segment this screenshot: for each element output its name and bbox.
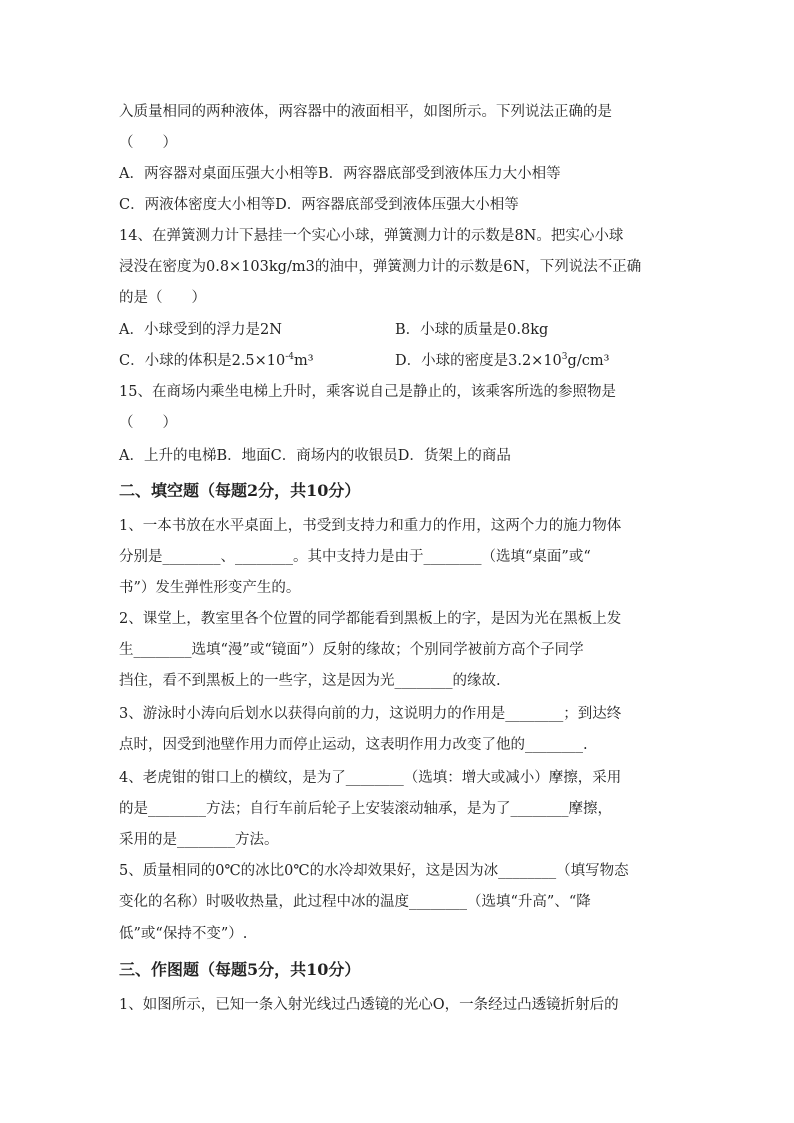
s2-line: 采用的是________方法。 [119,832,279,848]
q13-stem-line1: 入质量相同的两种液体，两容器中的液面相平，如图所示。下列说法正确的是 [119,104,612,120]
s2-line: 2、课堂上，教室里各个位置的同学都能看到黑板上的字，是因为光在黑板上发 [119,611,622,627]
q14-option-c-unit: m³ [294,353,314,369]
q14-option-d [395,351,609,371]
q14-stem-line1: 14、在弹簧测力计下悬挂一个实心小球，弹簧测力计的示数是8N。把实心小球 [119,228,624,244]
q14-option-d-text: D．小球的密度是3.2×10 [395,353,562,369]
q14-option-b: B．小球的质量是0.8kg [395,322,549,338]
q14-option-c-exponent: -4 [285,352,295,363]
s2-line: 挡住，看不到黑板上的一些字，这是因为光________的缘故. [119,673,501,689]
s2-line: 生________选填“漫”或“镜面”）反射的缘故；个别同学被前方高个子同学 [119,642,584,658]
s2-line: 1、一本书放在水平桌面上，书受到支持力和重力的作用，这两个力的施力物体 [119,518,622,534]
q14-stem-line3: 的是（ ） [119,290,206,306]
q14-option-c-text: C．小球的体积是2.5×10 [119,353,286,369]
q15-stem-line1: 15、在商场内乘坐电梯上升时，乘客说自己是静止的，该乘客所选的参照物是 [119,384,616,400]
section-3-title: 三、作图题（每题5分，共10分） [119,960,361,979]
q15-stem-line2: （ ） [119,415,177,431]
q13-options-cd: C．两液体密度大小相等D．两容器底部受到液体压强大小相等 [119,197,519,213]
s2-line: 变化的名称）时吸收热量，此过程中冰的温度________（选填“升高”、“降 [119,894,591,910]
q13-options-ab: A．两容器对桌面压强大小相等B．两容器底部受到液体压力大小相等 [119,166,561,182]
q13-stem-line2: （ ） [119,135,177,151]
q14-option-a: A．小球受到的浮力是2N [119,322,282,338]
q14-option-d-unit: g/cm³ [567,353,610,369]
s2-line: 3、游泳时小涛向后划水以获得向前的力，这说明力的作用是________；到达终 [119,706,622,722]
s2-line: 4、老虎钳的钳口上的横纹，是为了________（选填：增大或减小）摩擦，采用 [119,770,622,786]
s3-line1: 1、如图所示，已知一条入射光线过凸透镜的光心O，一条经过凸透镜折射后的 [119,997,619,1013]
q14-option-d-exponent: 3 [561,352,568,363]
q14-option-c [119,351,314,371]
q14-stem-line2: 浸没在密度为0.8×103kg/m3的油中，弹簧测力计的示数是6N，下列说法不正确 [119,259,642,275]
s2-line: 5、质量相同的0℃的冰比0℃的水冷却效果好，这是因为冰________（填写物态 [119,863,629,879]
s2-line: 分别是________、________。其中支持力是由于________（选填“桌面”或“ [119,549,591,565]
s2-line: 的是________方法；自行车前后轮子上安装滚动轴承，是为了________摩擦， [119,801,612,817]
section-2-title: 二、填空题（每题2分，共10分） [119,481,361,500]
s2-line: 低”或“保持不变”）. [119,926,248,942]
q15-options: A．上升的电梯B．地面C．商场内的收银员D．货架上的商品 [119,448,511,464]
s2-line: 点时，因受到池壁作用力而停止运动，这表明作用力改变了他的________. [119,737,588,753]
s2-line: 书”）发生弹性形变产生的。 [119,580,301,596]
